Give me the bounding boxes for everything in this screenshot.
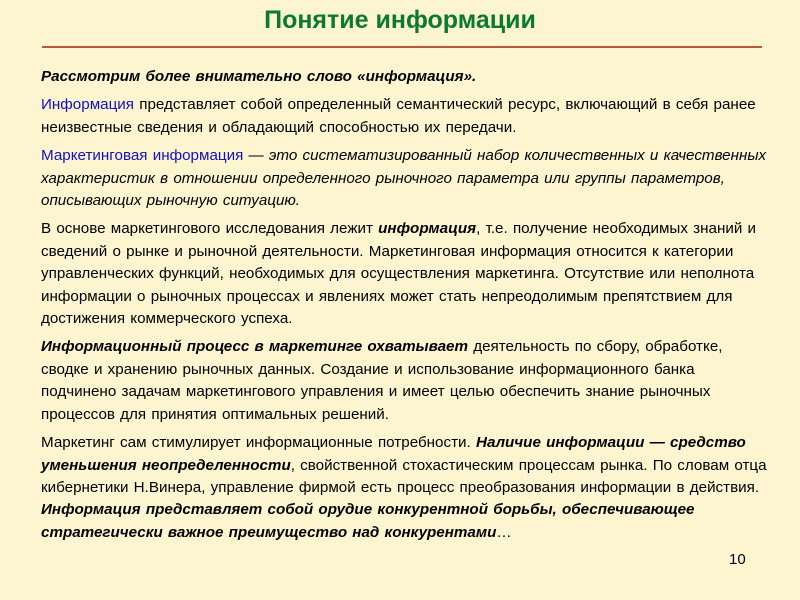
- term-information: Информация: [41, 96, 134, 114]
- needs-emphasis-b: Наличие информации — средство уменьшения неопределенности: [41, 434, 746, 474]
- intro-text: Рассмотрим более внимательно слово «информация».: [41, 68, 477, 85]
- title-divider: [42, 46, 762, 48]
- process-emphasis: Информационный процесс в маркетинге охватывает: [41, 338, 469, 356]
- marketing-information-definition-text: — это систематизированный набор количественных и качественных характеристик в отношении определенного рыночного параметра или группы параметров, описывающих рыночную ситуацию.: [41, 147, 767, 210]
- term-marketing-information: Маркетинговая информация: [41, 147, 244, 165]
- paragraph-marketing-information-definition: [41, 145, 769, 212]
- slide-body: [41, 66, 769, 550]
- information-definition-text: представляет собой определенный семантический ресурс, включающий в себя ранее неизвестные сведения и обладающий способностью их передачи.: [41, 96, 756, 136]
- paragraph-information-definition: [41, 94, 769, 139]
- slide-title: Понятие информации: [264, 6, 536, 34]
- paragraph-research-basis: [41, 218, 769, 330]
- paragraph-marketing-needs: [41, 432, 769, 544]
- paragraph-intro: [41, 66, 769, 88]
- research-emphasis: информация: [378, 220, 477, 238]
- page-number: 10: [729, 551, 746, 568]
- research-text-a: В основе маркетингового исследования лежит: [41, 220, 379, 238]
- paragraph-information-process: [41, 336, 769, 426]
- needs-text-c: , свойственной стохастическим процессам рынка. По словам отца кибернетики Н.Винера, управление фирмой есть процесс преобразования информации в действия.: [41, 456, 767, 496]
- needs-text-e: …: [496, 523, 512, 541]
- process-text: деятельность по сбору, обработке, сводке и хранению рыночных данных. Создание и использование информационного банка подчинено задачам маркетингового управления и имеет целью обеспечить знание рыночных процессов для принятия оптимальных решений.: [41, 338, 723, 423]
- needs-text-a: Маркетинг сам стимулирует информационные потребности.: [41, 434, 476, 452]
- needs-emphasis-d: Информация представляет собой орудие конкурентной борьбы, обеспечивающее стратегически важное преимущество над конкурентами: [41, 501, 695, 541]
- research-text-c: , т.е. получение необходимых знаний и сведений о рынке и рыночной деятельности. Маркетинговая информация относится к категории управленческих функций, необходимых для осуществления маркетинга. Отсутствие или неполнота информации о рыночных процессах и явлениях может стать непреодолимым препятствием для достижения коммерческого успеха.: [41, 220, 757, 328]
